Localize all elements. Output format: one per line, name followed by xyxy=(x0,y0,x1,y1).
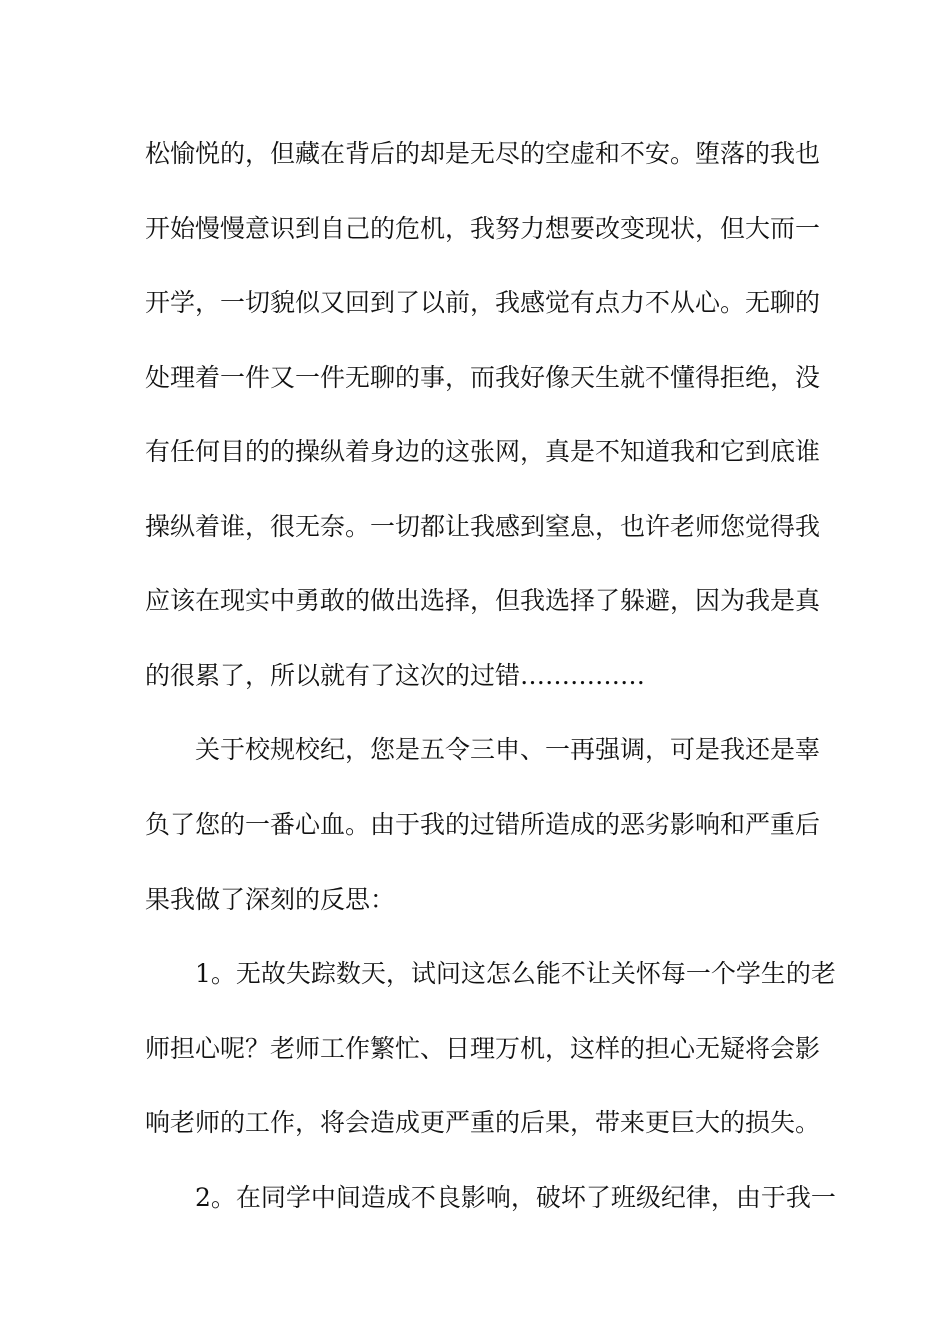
text-line: 开始慢慢意识到自己的危机，我努力想要改变现状，但大而一 xyxy=(145,214,821,243)
text-line: 负了您的一番心血。由于我的过错所造成的恶劣影响和严重后 xyxy=(145,810,821,839)
list-item-first-line: 1。无故失踪数天，试问这怎么能不让关怀每一个学生的老 xyxy=(195,959,836,988)
text-line: 果我做了深刻的反思： xyxy=(145,885,396,914)
paragraph-first-line: 关于校规校纪，您是五令三申、一再强调，可是我还是辜 xyxy=(195,735,821,764)
text-line: 开学，一切貌似又回到了以前，我感觉有点力不从心。无聊的 xyxy=(145,288,821,317)
text-line: 松愉悦的，但藏在背后的却是无尽的空虚和不安。堕落的我也 xyxy=(145,139,821,168)
text-line: 师担心呢？老师工作繁忙、日理万机，这样的担心无疑将会影 xyxy=(145,1034,821,1063)
text-line: 有任何目的的操纵着身边的这张网，真是不知道我和它到底谁 xyxy=(145,437,821,466)
text-line: 操纵着谁，很无奈。一切都让我感到窒息，也许老师您觉得我 xyxy=(145,512,821,541)
text-line: 的很累了，所以就有了这次的过错…………… xyxy=(145,661,646,690)
text-line: 应该在现实中勇敢的做出选择，但我选择了躲避，因为我是真 xyxy=(145,586,821,615)
list-item-first-line: 2。在同学中间造成不良影响，破坏了班级纪律，由于我一 xyxy=(195,1183,836,1212)
text-line: 响老师的工作，将会造成更严重的后果，带来更巨大的损失。 xyxy=(145,1108,821,1137)
text-line: 处理着一件又一件无聊的事，而我好像天生就不懂得拒绝，没 xyxy=(145,363,821,392)
